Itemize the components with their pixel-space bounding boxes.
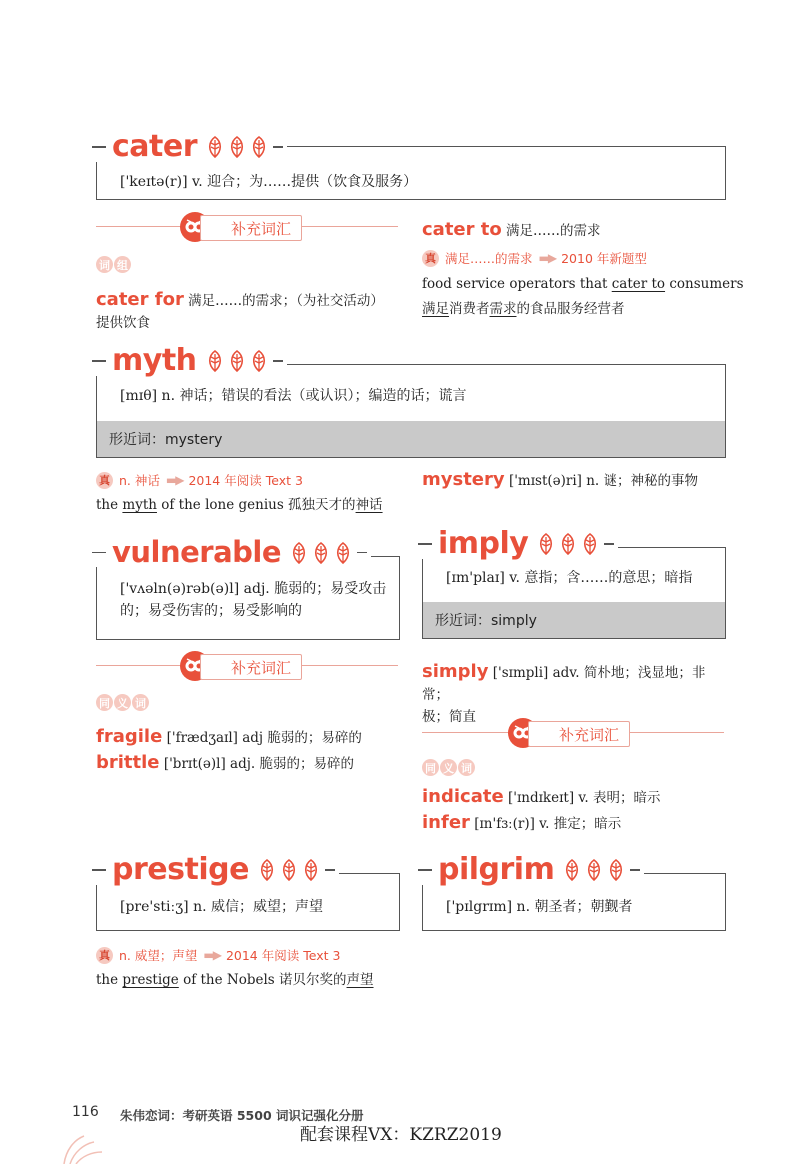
- example-prestige: the prestige of the Nobels 诺贝尔奖的声望: [96, 972, 374, 988]
- headword-myth: myth: [112, 346, 201, 376]
- arrow-icon: ▬▶: [538, 251, 556, 265]
- supplement-label: 补充词汇: [200, 215, 302, 241]
- page-number: 116: [72, 1104, 99, 1120]
- arrow-icon: ▬▶: [203, 948, 220, 962]
- headword-pilgrim: pilgrim: [438, 855, 558, 885]
- definition-cater: ['keɪtə(r)] v. 迎合；为……提供（饮食及服务）: [120, 174, 418, 190]
- definition-vulnerable: ['vʌəln(ə)rəb(ə)l] adj. 脆弱的；易受攻击 的；易受伤害的；易受影响的: [120, 581, 387, 619]
- supplement-header: [96, 212, 398, 242]
- definition-myth: [mɪθ] n. 神话；错误的看法（或认识）；编造的话；谎言: [120, 388, 467, 404]
- entry-head-imply: [414, 526, 618, 561]
- subentry-mystery: mystery ['mɪst(ə)ri] n. 谜；神秘的事物: [422, 469, 699, 490]
- label-phrase: 词 组: [96, 256, 131, 273]
- leaf-rating-icon: [257, 859, 321, 881]
- exam-prestige: 真 n. 威望；声望 ▬▶ 2014 年阅读 Text 3: [96, 946, 340, 964]
- entry-head-prestige: [88, 852, 339, 887]
- watermark-text: 配套课程VX：KZRZ2019: [300, 1125, 502, 1145]
- entry-box-myth: [96, 364, 726, 458]
- synonym-brittle: brittle ['brɪt(ə)l] adj. 脆弱的；易碎的: [96, 752, 355, 773]
- exam-myth: 真 n. 神话 ▬▶ 2014 年阅读 Text 3: [96, 471, 303, 489]
- supplement-label: 补充词汇: [528, 721, 630, 747]
- entry-head-myth: [88, 343, 287, 378]
- headword-vulnerable: vulnerable: [112, 538, 285, 567]
- definition-pilgrim: ['pɪlgrɪm] n. 朝圣者；朝觐者: [446, 899, 633, 915]
- definition-prestige: [pre'stiːʒ] n. 威信；威望；声望: [120, 899, 323, 915]
- headword-imply: imply: [438, 529, 532, 559]
- phrase-cater-for: cater for 满足……的需求；（为社交活动） 提供饮食: [96, 289, 384, 331]
- supplement-header: [96, 651, 398, 681]
- headword-prestige: prestige: [112, 855, 253, 885]
- exam-cater-to: 真 满足……的需求 ▬▶ 2010 年新题型: [422, 249, 647, 267]
- label-synonym: 同 义 词: [96, 694, 149, 711]
- example-cater-to-en: food service operators that cater to consumers: [422, 276, 744, 292]
- leaf-rating-icon: [536, 533, 600, 555]
- leaf-rating-icon: [205, 136, 269, 158]
- synonym-infer: infer [ɪn'fɜː(r)] v. 推定；暗示: [422, 812, 622, 833]
- entry-head-cater: [88, 129, 287, 164]
- entry-head-pilgrim: [414, 852, 644, 887]
- leaf-rating-icon: [562, 859, 626, 881]
- headword-cater: cater: [112, 132, 201, 162]
- similar-word-bar: 形近词：mystery: [97, 421, 725, 457]
- synonym-fragile: fragile ['frædʒaɪl] adj 脆弱的；易碎的: [96, 726, 362, 747]
- exam-icon: 真: [96, 947, 113, 964]
- subentry-cater-to: cater to 满足……的需求: [422, 219, 601, 240]
- leaf-rating-icon: [205, 350, 269, 372]
- similar-word-bar: 形近词：simply: [423, 602, 725, 638]
- example-myth: the myth of the lone genius 孤独天才的神话: [96, 497, 383, 513]
- supplement-label: 补充词汇: [200, 654, 302, 680]
- arrow-icon: ▬▶: [165, 473, 183, 487]
- exam-icon: 真: [96, 472, 113, 489]
- label-synonym: 同 义 词: [422, 759, 475, 776]
- exam-icon: 真: [422, 250, 439, 267]
- synonym-indicate: indicate ['ɪndɪkeɪt] v. 表明；暗示: [422, 786, 661, 807]
- leaf-rating-icon: [289, 542, 353, 564]
- leaf-decoration-icon: [60, 1130, 106, 1168]
- book-title: 朱伟恋词：考研英语 5500 词识记强化分册: [120, 1108, 364, 1123]
- example-cater-to-zh: 满足消费者需求的食品服务经营者: [422, 301, 625, 317]
- supplement-header: [422, 718, 724, 748]
- definition-imply: [ɪm'plaɪ] v. 意指；含……的意思；暗指: [446, 570, 693, 586]
- subentry-simply: simply ['sɪmpli] adv. 简朴地；浅显地；非常； 极；简直: [422, 661, 706, 725]
- entry-head-vulnerable: [88, 535, 371, 569]
